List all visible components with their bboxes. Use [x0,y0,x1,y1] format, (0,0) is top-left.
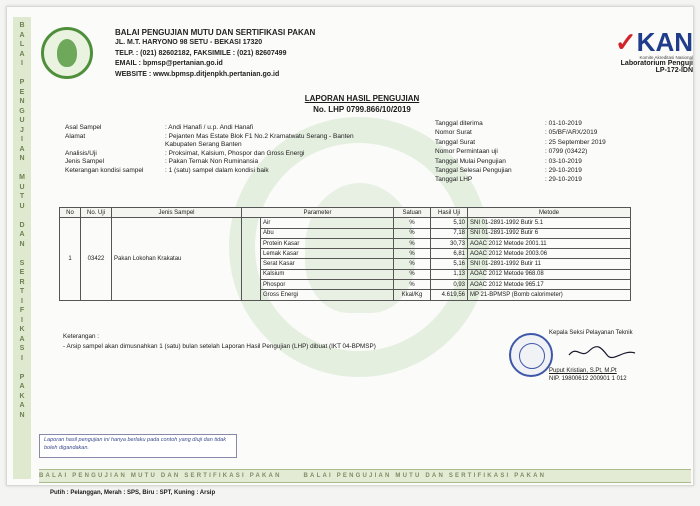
cell-hasil: 5,10 [431,218,468,228]
footer-band-text: BALAI PENGUJIAN MUTU DAN SERTIFIKASI PAKAN [39,473,282,479]
side-band-letter: R [19,278,25,286]
side-band-letter [21,69,23,79]
info-row: Nomor Surat : 05/BF/ARX/2019 [435,129,598,137]
org-address: JL. M.T. HARYONO 98 SETU - BEKASI 17320 [115,39,263,47]
cell-metode: MP 21-BPMSP (Bomb calorimeter) [468,290,631,300]
kan-accreditation [581,29,693,74]
side-band-letter: F [19,307,25,314]
col-header-hasil: Hasil Uji [431,208,468,218]
validity-notice: Laporan hasil pengujian ini hanya berlaku pada contoh yang diuji dan tidak boleh digandakan. [39,434,237,458]
info-row: Asal Sampel : Andi Hanafi / u.p. Andi Hanafi [65,124,254,131]
side-band-letter: S [19,259,25,267]
report-number: No. LHP 0799.866/10/2019 [313,105,411,114]
notes-section [63,332,376,352]
cell-no: 1 [60,218,81,300]
side-band-letter: K [19,392,25,400]
cell-satuan: % [394,280,431,290]
letterhead [115,28,315,80]
col-header-jenis: Jenis Sampel [112,208,242,218]
side-band-letter: A [19,145,25,153]
kan-code: LP-172-IDN [655,67,693,74]
cell-param: Lemak Kasar [261,249,394,259]
side-band-letter: I [21,354,23,362]
side-band-letter: U [19,183,25,191]
side-band-letter: U [19,117,25,124]
cell-no-uji: 03422 [81,218,112,300]
side-band-letter: N [19,411,25,419]
cell-param: Protein Kasar [261,238,394,248]
signer-nip: NIP. 19800612 200901 1 012 [549,376,627,382]
cell-metode: AOAC 2012 Metode 968.08 [468,269,631,279]
info-row: Nomor Permintaan uji : 0799 (03422) [435,148,588,156]
table-header-row [60,208,631,218]
signer-role: Kepala Seksi Pelayanan Teknik [549,330,633,336]
col-header-satuan: Satuan [394,208,431,218]
org-telephone: TELP. : (021) 82602182, FAKSIMILE : (021) 82607499 [115,49,287,57]
org-website: WEBSITE : www.bpmsp.ditjenpkh.pertanian.go.id [115,70,280,78]
cell-metode: SNI 01-2891-1992 Butir 6 [468,228,631,238]
side-band-letter: M [19,174,25,181]
cell-satuan: % [394,228,431,238]
info-row: Analisis/Uji : Proksimat, Kalsium, Phospor dan Gross Energi [65,149,305,157]
side-band-letter: S [19,345,25,352]
info-row: Kabupaten Serang Banten [165,141,242,149]
side-band-letter: A [19,31,25,39]
footer-band [39,469,691,483]
info-row: Alamat : Pejanten Mas Estate Blok F1 No.2 Kramatwatu Serang - Banten [65,132,354,140]
side-band-letter: D [19,221,25,229]
col-header-metode: Metode [468,208,631,218]
ministry-logo-icon [41,27,93,79]
org-name: BALAI PENGUJIAN MUTU DAN SERTIFIKASI PAKAN [115,28,316,37]
col-header-no: No [60,208,81,218]
info-row: Tanggal Surat : 25 September 2019 [435,138,606,146]
cell-satuan: % [394,259,431,269]
lhp-document [6,6,694,486]
side-band-letter [21,249,23,259]
side-band-letter: N [19,240,25,248]
report-title-main: LAPORAN HASIL PENGUJIAN [304,94,420,103]
cell-jenis: Pakan Lokohan Krakatau [112,218,242,300]
cell-hasil: 1,13 [431,269,468,279]
cell-param: Abu [261,228,394,238]
info-row: Tanggal Mulai Pengujian : 03-10-2019 [435,157,582,165]
cell-hasil: 4.619,56 [431,290,468,300]
cell-metode: SNI 01-2891-1992 Butir 5.1 [468,218,631,228]
report-title [247,93,477,115]
side-band-letter: A [19,335,25,343]
cell-satuan: % [394,269,431,279]
side-band-letter: E [19,269,25,276]
side-band-letter: P [19,79,25,86]
org-email: EMAIL : bpmsp@pertanian.go.id [115,60,223,68]
cell-satuan: % [394,218,431,228]
side-band-letter: N [19,98,25,105]
side-band-letter [21,211,23,221]
info-row: Keterangan kondisi sampel : 1 (satu) sampel dalam kondisi baik [65,166,269,174]
cell-param: Phospor [261,280,394,290]
side-band-letter: L [19,41,25,48]
cell-satuan: % [394,238,431,248]
cell-metode: AOAC 2012 Metode 2001.11 [468,238,631,248]
side-band-vertical-text [13,17,31,479]
side-band-letter: B [19,22,25,29]
side-band-letter: E [19,88,25,96]
date-info [435,119,606,185]
kan-subtitle: Komite Akreditasi Nasional [639,55,693,60]
notes-text: - Arsip sampel akan dimusnahkan 1 (satu) bulan setelah Laporan Hasil Pengujian (LHP) dibuat (IKT 04-BPMSP) [63,343,376,350]
col-header-no-uji: No. Uji [81,208,112,218]
copy-color-legend: Putih : Pelanggan, Merah : SPS, Biru : SPT, Kuning : Arsip [50,490,216,496]
side-band-letter: U [19,202,25,210]
footer-band-text: BALAI PENGUJIAN MUTU DAN SERTIFIKASI PAKAN [303,473,547,479]
results-table [59,207,631,301]
cell-hasil: 5,16 [431,259,468,269]
cell-metode: SNI 01-2891-1992 Butir 11 [468,259,631,269]
side-band-letter: P [19,373,25,381]
info-row: Tanggal Selesai Pengujian : 29-10-2019 [435,167,582,175]
kan-lab: Laboratorium Penguji [620,60,693,67]
cell-param: Air [261,218,394,228]
official-stamp-icon [509,333,553,377]
side-band-letter: I [21,136,23,143]
table-row [60,218,631,228]
side-band-letter: A [19,402,25,409]
cell-satuan: % [394,249,431,259]
info-row: Tanggal diterima : 01-10-2019 [435,120,582,127]
side-band-letter [21,164,23,174]
signature-block [549,329,633,383]
side-band-letter: I [21,316,23,324]
signer-name: Puput Kristian, S.Pt, M.Pt [549,368,617,374]
side-band-letter: T [19,193,25,200]
sample-info [65,124,435,176]
cell-blank [242,218,261,300]
side-band-letter: G [19,107,25,115]
cell-param: Kalsium [261,269,394,279]
kan-logo-icon: ✓KAN [614,27,693,57]
side-band-letter: K [19,326,25,333]
info-row: Tanggal LHP : 29-10-2019 [435,176,582,184]
side-band-letter [21,363,23,373]
side-band-letter: A [19,50,25,58]
col-header-parameter: Parameter [242,208,394,218]
cell-hasil: 6,81 [431,249,468,259]
cell-param: Gross Energi [261,290,394,300]
side-band-letter: T [19,288,25,295]
cell-hasil: 7,18 [431,228,468,238]
cell-metode: AOAC 2012 Metode 2003.06 [468,249,631,259]
side-band-letter: A [19,231,25,238]
cell-hasil: 30,73 [431,238,468,248]
cell-metode: AOAC 2012 Metode 965.17 [468,280,631,290]
side-band-letter: N [19,155,25,162]
side-band-letter: I [21,60,23,67]
side-band-letter: A [19,383,25,390]
cell-satuan: Kkal/Kg [394,290,431,300]
cell-hasil: 0,93 [431,280,468,290]
notes-label: Keterangan : [63,333,100,340]
cell-param: Serat Kasar [261,259,394,269]
side-band-letter: I [21,297,23,305]
side-band-letter: J [20,126,24,134]
info-row: Jenis Sampel : Pakan Ternak Non Ruminansia [65,158,259,166]
